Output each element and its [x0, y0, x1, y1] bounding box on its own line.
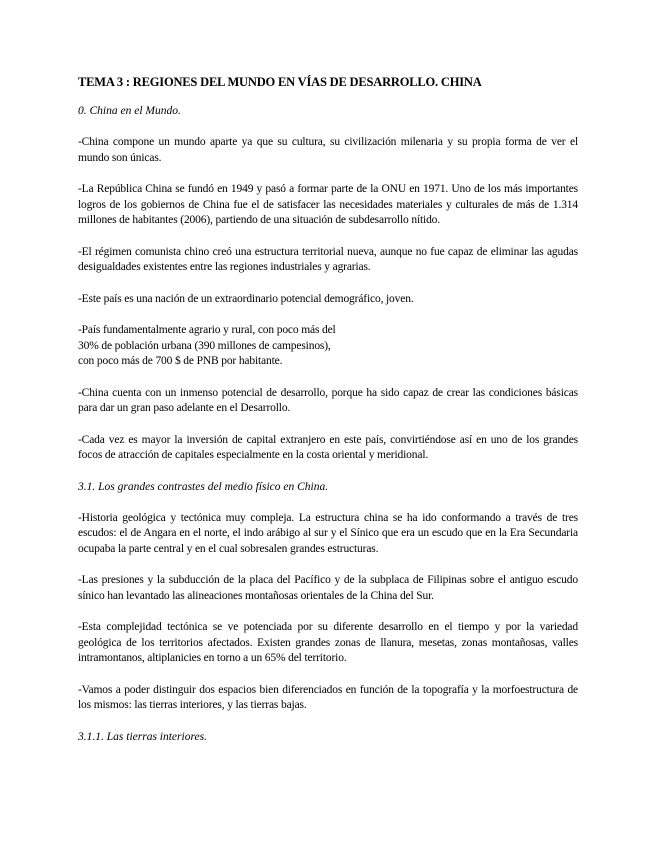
paragraph-line: con poco más de 700 $ de PNB por habitante. — [78, 355, 283, 367]
section-heading-china-en-el-mundo: 0. China en el Mundo. — [78, 105, 181, 117]
paragraph-line: -País fundamentalmente agrario y rural, con poco más del — [78, 324, 336, 336]
paragraph: -La República China se fundó en 1949 y pasó a formar parte de la ONU en 1971. Uno de los más importantes logros de los gobiernos de China fue el de satisfacer las necesidades materiales y culturales de más de 1.314 millones de habitantes (2006), partiendo de una situación de subdesarrollo nítido. — [78, 183, 578, 226]
document-title: TEMA 3 : REGIONES DEL MUNDO EN VÍAS DE DESARROLLO. CHINA — [78, 75, 482, 89]
paragraph: -Vamos a poder distinguir dos espacios bien diferenciados en función de la topografía y la morfoestructura de los mismos: las tierras interiores, y las tierras bajas. — [78, 683, 578, 711]
paragraph: -Historia geológica y tectónica muy compleja. La estructura china se ha ido conformando a través de tres escudos: el de Angara en el norte, el indo arábigo al sur y el Sínico que era un escudo que en la Era Secundaria ocupaba la parte central y en el cual sobresalen grandes estructuras. — [78, 511, 578, 555]
section-heading-contrastes-medio-fisico: 3.1. Los grandes contrastes del medio físico en China. — [78, 480, 329, 493]
paragraph: -Este país es una nación de un extraordinario potencial demográfico, joven. — [78, 292, 414, 305]
paragraph: -Cada vez es mayor la inversión de capital extranjero en este país, convirtiéndose así en uno de los grandes focos de atracción de capitales especialmente en la costa oriental y meridional. — [78, 433, 578, 461]
section-heading-tierras-interiores: 3.1.1. Las tierras interiores. — [78, 730, 207, 743]
paragraph: -El régimen comunista chino creó una estructura territorial nueva, aunque no fue capaz de eliminar las agudas desigualdades existentes entre las regiones industriales y agrarias. — [78, 245, 578, 273]
paragraph: -Las presiones y la subducción de la placa del Pacífico y de la subplaca de Filipinas sobre el antiguo escudo sínico han levantado las alineaciones montañosas orientales de la China del Sur. — [78, 574, 578, 602]
paragraph-line: 30% de población urbana (390 millones de campesinos), — [78, 339, 331, 352]
paragraph: -China compone un mundo aparte ya que su cultura, su civilización milenaria y su propia forma de ver el mundo son únicas. — [78, 136, 578, 164]
paragraph: -China cuenta con un inmenso potencial de desarrollo, porque ha sido capaz de crear las condiciones básicas para dar un gran paso adelante en el Desarrollo. — [78, 386, 578, 414]
paragraph-line-broken — [78, 323, 578, 370]
document-page — [78, 74, 578, 761]
paragraph: -Esta complejidad tectónica se ve potenciada por su diferente desarrollo en el tiempo y por la variedad geológica de los territorios afectados. Existen grandes zonas de llanura, mesetas, zonas montañosas, valles intramontanos, altiplanicies en torno a un 65% del territorio. — [78, 621, 578, 664]
